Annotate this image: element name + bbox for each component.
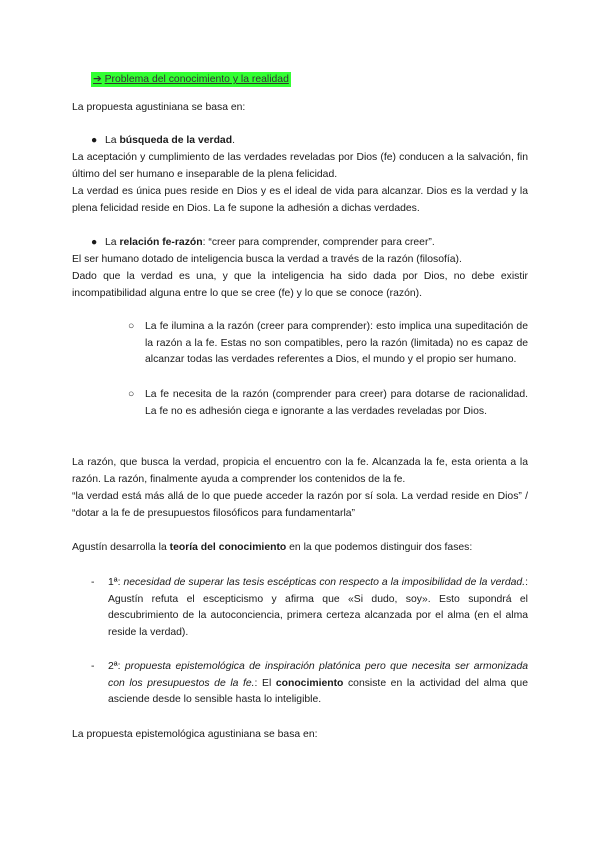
bullet-bold: búsqueda de la verdad: [119, 135, 233, 146]
paragraph-reason-faith: La razón, que busca la verdad, propicia el encuentro con la fe. Alcanzada la fe, esta orienta a la razón. La razón, finalmente ayuda a comprender los contenidos de la fe.: [72, 457, 528, 485]
paragraph-salvation: La aceptación y cumplimiento de las verdades reveladas por Dios (fe) conducen a la salvación, fin último del ser humano e inseparable de la plena felicidad.: [72, 152, 528, 180]
intro-text: La propuesta agustiniana se basa en:: [72, 102, 246, 113]
arrow-icon: ➔: [93, 74, 102, 85]
bullet-dot-icon: ●: [91, 135, 98, 146]
subitem-text: La fe ilumina a la razón (creer para comprender): esto implica una supeditación de la razón a la fe. Estas no son compatibles, pero la razón (limitada) no es capaz de alcanzar todas las verdades referentes a Dios, el mundo y el propio ser humano.: [145, 321, 528, 366]
bullet-faith-reason: [91, 235, 528, 252]
text-prefix: Agustín desarrolla la: [72, 542, 170, 553]
circle-bullet-icon: ○: [128, 389, 135, 400]
bullet-suffix: .: [232, 135, 235, 146]
phase-body-1: : El: [254, 677, 276, 689]
phase-italic: propuesta epistemológica de inspiración platónica pero que necesita ser armonizada con los presupuestos de la fe.: [108, 661, 528, 689]
circle-bullet-icon: ○: [128, 321, 135, 332]
phase-text: [108, 575, 528, 641]
phase-italic: necesidad de superar las tesis escépticas con respecto a la imposibilidad de la verdad.: [123, 577, 526, 588]
bullet-prefix: La: [105, 237, 120, 248]
subitem-faith-needs-reason: [128, 387, 528, 420]
text-suffix: en la que podemos distinguir dos fases:: [286, 542, 473, 553]
closing-text: La propuesta epistemológica agustiniana se basa en:: [72, 729, 318, 740]
section-heading: [91, 72, 291, 87]
dash-bullet-icon: -: [91, 661, 95, 672]
bullet-bold: relación fe-razón: [119, 237, 203, 248]
text-bold: teoría del conocimiento: [169, 542, 287, 553]
bullet-prefix: La: [105, 135, 120, 146]
bullet-suffix: : “creer para comprender, comprender para creer”.: [202, 237, 435, 248]
phase-one: [91, 575, 528, 641]
phase-text: [108, 659, 528, 709]
bullet-search-truth: [91, 133, 528, 150]
heading-text: Problema del conocimiento y la realidad: [104, 74, 289, 85]
paragraph-no-incompatibility: Dado que la verdad es una, y que la inteligencia ha sido dada por Dios, no debe existir incompatibilidad alguna entre lo que se cree (fe) y lo que se conoce (razón).: [72, 271, 528, 299]
subitem-faith-illuminates: [128, 319, 528, 369]
phase-number: 1ª:: [108, 577, 124, 588]
dash-bullet-icon: -: [91, 577, 95, 588]
phase-body-2: consiste en la actividad del alma que asciende desde lo sensible hasta lo inteligible.: [108, 677, 528, 706]
paragraph-theory-knowledge: [72, 540, 528, 557]
bullet-dot-icon: ●: [91, 237, 98, 248]
paragraph-quote: “la verdad está más allá de lo que puede acceder la razón por sí sola. La verdad reside en Dios” / “dotar a la fe de presupuestos filosóficos para fundamentarla”: [72, 491, 528, 519]
phase-bold: conocimiento: [275, 677, 344, 689]
phase-two: [91, 659, 528, 709]
phase-number: 2ª:: [108, 661, 125, 672]
paragraph-truth-unique: La verdad es única pues reside en Dios y es el ideal de vida para alcanzar. Dios es la verdad y la plena felicidad reside en Dios. La fe supone la adhesión a dichas verdades.: [72, 186, 528, 214]
phase-body: : Agustín refuta el escepticismo y afirma que «Si dudo, soy». Esto supondrá el descubrimiento de la autoconciencia, primera certeza alcanzada por el alma (en el alma reside la verdad).: [108, 577, 528, 638]
paragraph-human-intelligence: El ser humano dotado de inteligencia busca la verdad a través de la razón (filosofía).: [72, 254, 462, 265]
subitem-text: La fe necesita de la razón (comprender para creer) para dotarse de racionalidad. La fe no es adhesión ciega e ignorante a las verdades reveladas por Dios.: [145, 389, 528, 417]
